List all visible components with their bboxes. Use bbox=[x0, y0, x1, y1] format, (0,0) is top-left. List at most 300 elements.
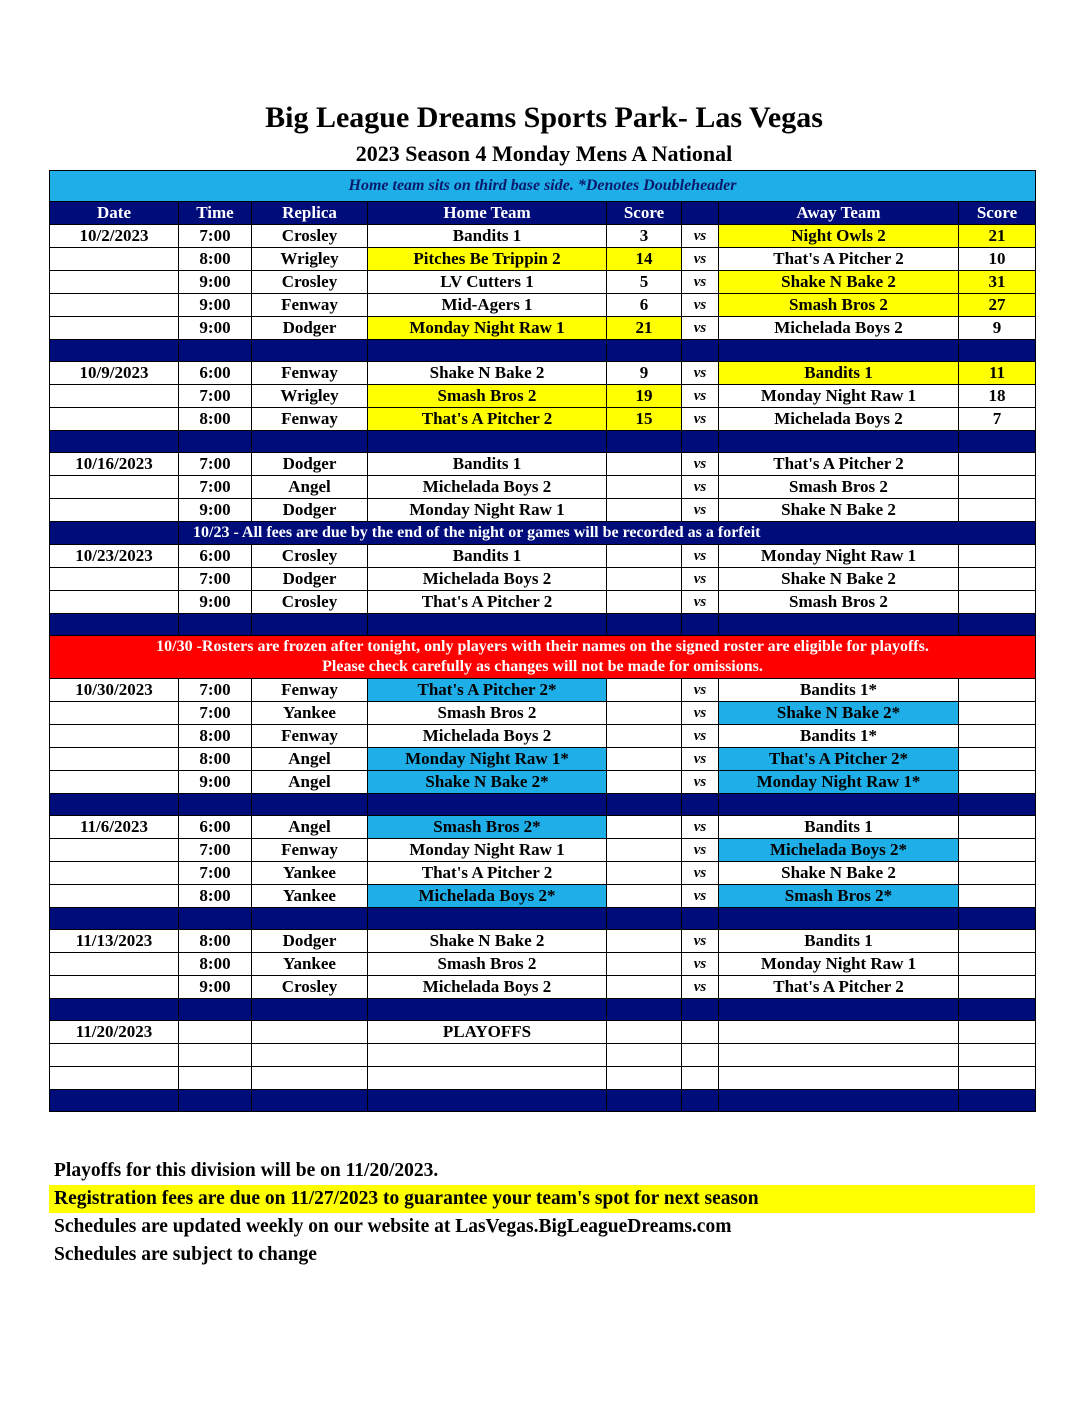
home-score-cell: 19 bbox=[607, 385, 682, 408]
roster-message bbox=[50, 636, 1036, 679]
separator-cell bbox=[719, 431, 959, 453]
home-team-cell: That's A Pitcher 2 bbox=[368, 862, 607, 885]
notice-row bbox=[50, 171, 1036, 202]
date-cell: 10/30/2023 bbox=[50, 679, 179, 702]
separator-cell bbox=[682, 908, 719, 930]
date-cell bbox=[50, 702, 179, 725]
time-cell: 7:00 bbox=[179, 225, 252, 248]
time-cell: 9:00 bbox=[179, 499, 252, 522]
game-row bbox=[50, 317, 1036, 340]
replica-cell: Crosley bbox=[252, 271, 368, 294]
footer-playoffs-note: Playoffs for this division will be on 11/20/2023. bbox=[54, 1160, 439, 1181]
separator-row bbox=[50, 794, 1036, 816]
away-team-cell: That's A Pitcher 2 bbox=[719, 248, 959, 271]
game-row bbox=[50, 839, 1036, 862]
separator-cell bbox=[607, 908, 682, 930]
game-row bbox=[50, 568, 1036, 591]
time-cell: 6:00 bbox=[179, 362, 252, 385]
home-team-cell: Smash Bros 2 bbox=[368, 953, 607, 976]
separator-cell bbox=[179, 999, 252, 1021]
vs-cell: vs bbox=[682, 294, 719, 317]
home-team-cell: Monday Night Raw 1* bbox=[368, 748, 607, 771]
separator-cell bbox=[368, 1090, 607, 1112]
home-team-cell: Pitches Be Trippin 2 bbox=[368, 248, 607, 271]
separator-cell bbox=[959, 431, 1036, 453]
replica-cell: Fenway bbox=[252, 679, 368, 702]
vs-cell: vs bbox=[682, 816, 719, 839]
game-row bbox=[50, 1067, 1036, 1090]
separator-cell bbox=[50, 614, 179, 636]
away-score-cell bbox=[959, 476, 1036, 499]
col-header-away-team: Away Team bbox=[719, 202, 959, 225]
game-row bbox=[50, 294, 1036, 317]
away-team-cell bbox=[719, 1067, 959, 1090]
away-score-cell bbox=[959, 568, 1036, 591]
home-score-cell bbox=[607, 885, 682, 908]
date-cell bbox=[50, 1067, 179, 1090]
date-cell bbox=[50, 385, 179, 408]
vs-cell: vs bbox=[682, 408, 719, 431]
replica-cell: Dodger bbox=[252, 930, 368, 953]
replica-cell: Crosley bbox=[252, 976, 368, 999]
separator-row bbox=[50, 1090, 1036, 1112]
replica-cell: Dodger bbox=[252, 317, 368, 340]
away-team-cell: Bandits 1 bbox=[719, 362, 959, 385]
date-cell bbox=[50, 568, 179, 591]
footer-website-note: Schedules are updated weekly on our website at LasVegas.BigLeagueDreams.com bbox=[54, 1216, 732, 1237]
vs-cell: vs bbox=[682, 271, 719, 294]
home-team-cell bbox=[368, 1044, 607, 1067]
separator-cell bbox=[368, 431, 607, 453]
date-cell: 10/23/2023 bbox=[50, 545, 179, 568]
date-cell bbox=[50, 499, 179, 522]
separator-cell bbox=[959, 1090, 1036, 1112]
date-cell bbox=[50, 476, 179, 499]
time-cell: 8:00 bbox=[179, 953, 252, 976]
away-score-cell bbox=[959, 953, 1036, 976]
home-score-cell bbox=[607, 499, 682, 522]
date-cell: 11/20/2023 bbox=[50, 1021, 179, 1044]
replica-cell: Fenway bbox=[252, 725, 368, 748]
time-cell bbox=[179, 1067, 252, 1090]
time-cell: 8:00 bbox=[179, 248, 252, 271]
time-cell: 7:00 bbox=[179, 476, 252, 499]
away-score-cell: 18 bbox=[959, 385, 1036, 408]
home-team-cell bbox=[368, 1067, 607, 1090]
home-score-cell: 9 bbox=[607, 362, 682, 385]
home-score-cell bbox=[607, 862, 682, 885]
vs-cell: vs bbox=[682, 862, 719, 885]
separator-cell bbox=[719, 794, 959, 816]
home-team-cell: Smash Bros 2 bbox=[368, 702, 607, 725]
away-team-cell: Bandits 1 bbox=[719, 816, 959, 839]
fees-message-row bbox=[50, 522, 1036, 545]
away-score-cell bbox=[959, 976, 1036, 999]
date-cell bbox=[50, 976, 179, 999]
col-header-vs bbox=[682, 202, 719, 225]
separator-cell bbox=[959, 794, 1036, 816]
away-score-cell bbox=[959, 862, 1036, 885]
home-score-cell bbox=[607, 725, 682, 748]
vs-cell bbox=[682, 1067, 719, 1090]
game-row bbox=[50, 862, 1036, 885]
separator-cell bbox=[719, 908, 959, 930]
away-team-cell bbox=[719, 1021, 959, 1044]
time-cell: 8:00 bbox=[179, 725, 252, 748]
separator-cell bbox=[50, 431, 179, 453]
home-score-cell: 15 bbox=[607, 408, 682, 431]
time-cell: 6:00 bbox=[179, 545, 252, 568]
home-score-cell bbox=[607, 702, 682, 725]
time-cell: 8:00 bbox=[179, 748, 252, 771]
separator-cell bbox=[368, 340, 607, 362]
away-score-cell bbox=[959, 1044, 1036, 1067]
home-team-cell: Shake N Bake 2 bbox=[368, 930, 607, 953]
away-score-cell: 10 bbox=[959, 248, 1036, 271]
time-cell bbox=[179, 1021, 252, 1044]
replica-cell: Yankee bbox=[252, 953, 368, 976]
separator-cell bbox=[959, 340, 1036, 362]
game-row bbox=[50, 930, 1036, 953]
away-team-cell: Michelada Boys 2 bbox=[719, 317, 959, 340]
footer-registration-note: Registration fees are due on 11/27/2023 to guarantee your team's spot for next season bbox=[49, 1185, 1035, 1213]
home-score-cell bbox=[607, 839, 682, 862]
home-score-cell bbox=[607, 1044, 682, 1067]
fees-message: 10/23 - All fees are due by the end of the night or games will be recorded as a forfeit bbox=[179, 522, 1036, 545]
date-cell: 10/9/2023 bbox=[50, 362, 179, 385]
game-row bbox=[50, 545, 1036, 568]
date-cell bbox=[50, 862, 179, 885]
game-row bbox=[50, 453, 1036, 476]
replica-cell: Fenway bbox=[252, 408, 368, 431]
vs-cell: vs bbox=[682, 930, 719, 953]
message-spacer bbox=[50, 522, 179, 545]
home-team-cell: PLAYOFFS bbox=[368, 1021, 607, 1044]
home-team-cell: Michelada Boys 2 bbox=[368, 568, 607, 591]
date-cell: 10/2/2023 bbox=[50, 225, 179, 248]
away-team-cell: That's A Pitcher 2* bbox=[719, 748, 959, 771]
home-team-cell: Bandits 1 bbox=[368, 545, 607, 568]
separator-cell bbox=[252, 614, 368, 636]
time-cell: 9:00 bbox=[179, 294, 252, 317]
separator-cell bbox=[179, 614, 252, 636]
replica-cell: Crosley bbox=[252, 591, 368, 614]
date-cell: 10/16/2023 bbox=[50, 453, 179, 476]
away-team-cell: Bandits 1 bbox=[719, 930, 959, 953]
col-header-replica: Replica bbox=[252, 202, 368, 225]
away-team-cell: Smash Bros 2 bbox=[719, 476, 959, 499]
separator-cell bbox=[607, 1090, 682, 1112]
separator-row bbox=[50, 340, 1036, 362]
away-score-cell: 27 bbox=[959, 294, 1036, 317]
date-cell bbox=[50, 248, 179, 271]
date-cell: 11/6/2023 bbox=[50, 816, 179, 839]
vs-cell: vs bbox=[682, 725, 719, 748]
separator-cell bbox=[50, 999, 179, 1021]
game-row bbox=[50, 385, 1036, 408]
separator-cell bbox=[252, 340, 368, 362]
home-team-cell: Bandits 1 bbox=[368, 225, 607, 248]
separator-cell bbox=[179, 794, 252, 816]
date-cell bbox=[50, 885, 179, 908]
away-score-cell bbox=[959, 679, 1036, 702]
game-row bbox=[50, 816, 1036, 839]
home-score-cell bbox=[607, 816, 682, 839]
date-cell bbox=[50, 294, 179, 317]
separator-row bbox=[50, 999, 1036, 1021]
home-score-cell bbox=[607, 453, 682, 476]
replica-cell: Angel bbox=[252, 816, 368, 839]
vs-cell: vs bbox=[682, 499, 719, 522]
replica-cell: Crosley bbox=[252, 225, 368, 248]
away-score-cell: 11 bbox=[959, 362, 1036, 385]
away-score-cell bbox=[959, 748, 1036, 771]
separator-cell bbox=[50, 1090, 179, 1112]
home-team-cell: Shake N Bake 2 bbox=[368, 362, 607, 385]
vs-cell: vs bbox=[682, 453, 719, 476]
away-team-cell: Shake N Bake 2 bbox=[719, 271, 959, 294]
away-team-cell bbox=[719, 1044, 959, 1067]
away-score-cell bbox=[959, 839, 1036, 862]
home-team-cell: That's A Pitcher 2 bbox=[368, 408, 607, 431]
replica-cell: Yankee bbox=[252, 702, 368, 725]
separator-cell bbox=[682, 794, 719, 816]
replica-cell: Fenway bbox=[252, 294, 368, 317]
separator-cell bbox=[719, 1090, 959, 1112]
date-cell bbox=[50, 953, 179, 976]
home-score-cell bbox=[607, 953, 682, 976]
col-header-date: Date bbox=[50, 202, 179, 225]
separator-cell bbox=[252, 999, 368, 1021]
vs-cell: vs bbox=[682, 976, 719, 999]
home-team-cell: Monday Night Raw 1 bbox=[368, 499, 607, 522]
separator-cell bbox=[50, 908, 179, 930]
vs-cell: vs bbox=[682, 679, 719, 702]
home-team-cell: Michelada Boys 2 bbox=[368, 476, 607, 499]
separator-cell bbox=[607, 431, 682, 453]
home-team-cell: Monday Night Raw 1 bbox=[368, 317, 607, 340]
vs-cell: vs bbox=[682, 362, 719, 385]
home-score-cell bbox=[607, 545, 682, 568]
replica-cell bbox=[252, 1021, 368, 1044]
separator-cell bbox=[368, 614, 607, 636]
away-score-cell: 7 bbox=[959, 408, 1036, 431]
vs-cell: vs bbox=[682, 953, 719, 976]
date-cell bbox=[50, 771, 179, 794]
game-row bbox=[50, 591, 1036, 614]
away-team-cell: That's A Pitcher 2 bbox=[719, 976, 959, 999]
home-score-cell bbox=[607, 976, 682, 999]
replica-cell: Dodger bbox=[252, 499, 368, 522]
date-cell bbox=[50, 839, 179, 862]
date-cell bbox=[50, 317, 179, 340]
away-score-cell bbox=[959, 1067, 1036, 1090]
separator-cell bbox=[252, 431, 368, 453]
game-row bbox=[50, 748, 1036, 771]
separator-cell bbox=[252, 1090, 368, 1112]
time-cell: 9:00 bbox=[179, 591, 252, 614]
vs-cell bbox=[682, 1021, 719, 1044]
replica-cell: Angel bbox=[252, 748, 368, 771]
away-team-cell: Michelada Boys 2 bbox=[719, 408, 959, 431]
away-team-cell: Bandits 1* bbox=[719, 725, 959, 748]
replica-cell: Wrigley bbox=[252, 248, 368, 271]
away-team-cell: Michelada Boys 2* bbox=[719, 839, 959, 862]
time-cell: 7:00 bbox=[179, 453, 252, 476]
vs-cell bbox=[682, 1044, 719, 1067]
time-cell: 9:00 bbox=[179, 271, 252, 294]
time-cell: 7:00 bbox=[179, 568, 252, 591]
away-team-cell: Monday Night Raw 1 bbox=[719, 385, 959, 408]
col-header-time: Time bbox=[179, 202, 252, 225]
home-team-cell: That's A Pitcher 2 bbox=[368, 591, 607, 614]
separator-cell bbox=[682, 431, 719, 453]
home-team-cell: That's A Pitcher 2* bbox=[368, 679, 607, 702]
separator-cell bbox=[252, 908, 368, 930]
home-score-cell bbox=[607, 1067, 682, 1090]
game-row bbox=[50, 771, 1036, 794]
time-cell: 7:00 bbox=[179, 839, 252, 862]
game-row bbox=[50, 499, 1036, 522]
separator-cell bbox=[179, 908, 252, 930]
away-team-cell: Smash Bros 2* bbox=[719, 885, 959, 908]
away-team-cell: Bandits 1* bbox=[719, 679, 959, 702]
separator-cell bbox=[179, 340, 252, 362]
date-cell bbox=[50, 271, 179, 294]
replica-cell: Angel bbox=[252, 476, 368, 499]
separator-cell bbox=[607, 340, 682, 362]
separator-cell bbox=[959, 999, 1036, 1021]
home-team-cell: Michelada Boys 2 bbox=[368, 976, 607, 999]
separator-cell bbox=[719, 999, 959, 1021]
vs-cell: vs bbox=[682, 317, 719, 340]
roster-message-line-1: 10/30 -Rosters are frozen after tonight, only players with their names on the signed roster are eligible for playoffs. bbox=[156, 638, 929, 655]
game-row bbox=[50, 248, 1036, 271]
time-cell: 7:00 bbox=[179, 862, 252, 885]
separator-cell bbox=[719, 340, 959, 362]
vs-cell: vs bbox=[682, 545, 719, 568]
home-team-cell: Michelada Boys 2 bbox=[368, 725, 607, 748]
separator-cell bbox=[368, 908, 607, 930]
home-team-cell: LV Cutters 1 bbox=[368, 271, 607, 294]
vs-cell: vs bbox=[682, 225, 719, 248]
time-cell: 8:00 bbox=[179, 408, 252, 431]
game-row bbox=[50, 953, 1036, 976]
time-cell: 9:00 bbox=[179, 976, 252, 999]
separator-cell bbox=[719, 614, 959, 636]
separator-row bbox=[50, 908, 1036, 930]
col-header-home-score: Score bbox=[607, 202, 682, 225]
away-score-cell bbox=[959, 499, 1036, 522]
notice-text: Home team sits on third base side. *Denotes Doubleheader bbox=[50, 171, 1036, 202]
col-header-away-score: Score bbox=[959, 202, 1036, 225]
vs-cell: vs bbox=[682, 839, 719, 862]
replica-cell bbox=[252, 1067, 368, 1090]
home-team-cell: Monday Night Raw 1 bbox=[368, 839, 607, 862]
vs-cell: vs bbox=[682, 885, 719, 908]
time-cell: 6:00 bbox=[179, 816, 252, 839]
game-row bbox=[50, 702, 1036, 725]
away-score-cell bbox=[959, 725, 1036, 748]
game-row bbox=[50, 976, 1036, 999]
home-team-cell: Mid-Agers 1 bbox=[368, 294, 607, 317]
page-title: Big League Dreams Sports Park- Las Vegas bbox=[265, 101, 823, 134]
away-score-cell bbox=[959, 1021, 1036, 1044]
away-team-cell: Monday Night Raw 1 bbox=[719, 545, 959, 568]
separator-cell bbox=[959, 614, 1036, 636]
home-score-cell bbox=[607, 476, 682, 499]
away-score-cell bbox=[959, 930, 1036, 953]
replica-cell bbox=[252, 1044, 368, 1067]
replica-cell: Yankee bbox=[252, 885, 368, 908]
game-row bbox=[50, 1044, 1036, 1067]
game-row bbox=[50, 1021, 1036, 1044]
separator-cell bbox=[368, 794, 607, 816]
home-team-cell: Smash Bros 2* bbox=[368, 816, 607, 839]
away-team-cell: Smash Bros 2 bbox=[719, 591, 959, 614]
home-score-cell bbox=[607, 771, 682, 794]
vs-cell: vs bbox=[682, 248, 719, 271]
game-row bbox=[50, 476, 1036, 499]
away-score-cell bbox=[959, 885, 1036, 908]
away-team-cell: Night Owls 2 bbox=[719, 225, 959, 248]
separator-cell bbox=[179, 431, 252, 453]
separator-cell bbox=[50, 340, 179, 362]
vs-cell: vs bbox=[682, 702, 719, 725]
time-cell: 9:00 bbox=[179, 771, 252, 794]
replica-cell: Dodger bbox=[252, 568, 368, 591]
away-score-cell bbox=[959, 453, 1036, 476]
home-score-cell: 5 bbox=[607, 271, 682, 294]
replica-cell: Angel bbox=[252, 771, 368, 794]
home-score-cell bbox=[607, 568, 682, 591]
separator-row bbox=[50, 614, 1036, 636]
vs-cell: vs bbox=[682, 591, 719, 614]
away-score-cell bbox=[959, 816, 1036, 839]
replica-cell: Fenway bbox=[252, 362, 368, 385]
date-cell: 11/13/2023 bbox=[50, 930, 179, 953]
away-team-cell: That's A Pitcher 2 bbox=[719, 453, 959, 476]
time-cell bbox=[179, 1044, 252, 1067]
replica-cell: Crosley bbox=[252, 545, 368, 568]
replica-cell: Wrigley bbox=[252, 385, 368, 408]
vs-cell: vs bbox=[682, 476, 719, 499]
vs-cell: vs bbox=[682, 748, 719, 771]
header-row bbox=[50, 202, 1036, 225]
away-team-cell: Shake N Bake 2 bbox=[719, 499, 959, 522]
separator-cell bbox=[682, 340, 719, 362]
time-cell: 8:00 bbox=[179, 885, 252, 908]
separator-cell bbox=[959, 908, 1036, 930]
date-cell bbox=[50, 1044, 179, 1067]
separator-cell bbox=[607, 614, 682, 636]
game-row bbox=[50, 725, 1036, 748]
away-score-cell: 31 bbox=[959, 271, 1036, 294]
separator-row bbox=[50, 431, 1036, 453]
roster-message-row bbox=[50, 636, 1036, 679]
date-cell bbox=[50, 748, 179, 771]
home-team-cell: Bandits 1 bbox=[368, 453, 607, 476]
away-score-cell bbox=[959, 771, 1036, 794]
away-score-cell bbox=[959, 591, 1036, 614]
away-score-cell bbox=[959, 545, 1036, 568]
replica-cell: Yankee bbox=[252, 862, 368, 885]
away-score-cell: 9 bbox=[959, 317, 1036, 340]
separator-cell bbox=[368, 999, 607, 1021]
time-cell: 7:00 bbox=[179, 702, 252, 725]
replica-cell: Fenway bbox=[252, 839, 368, 862]
away-team-cell: Monday Night Raw 1 bbox=[719, 953, 959, 976]
